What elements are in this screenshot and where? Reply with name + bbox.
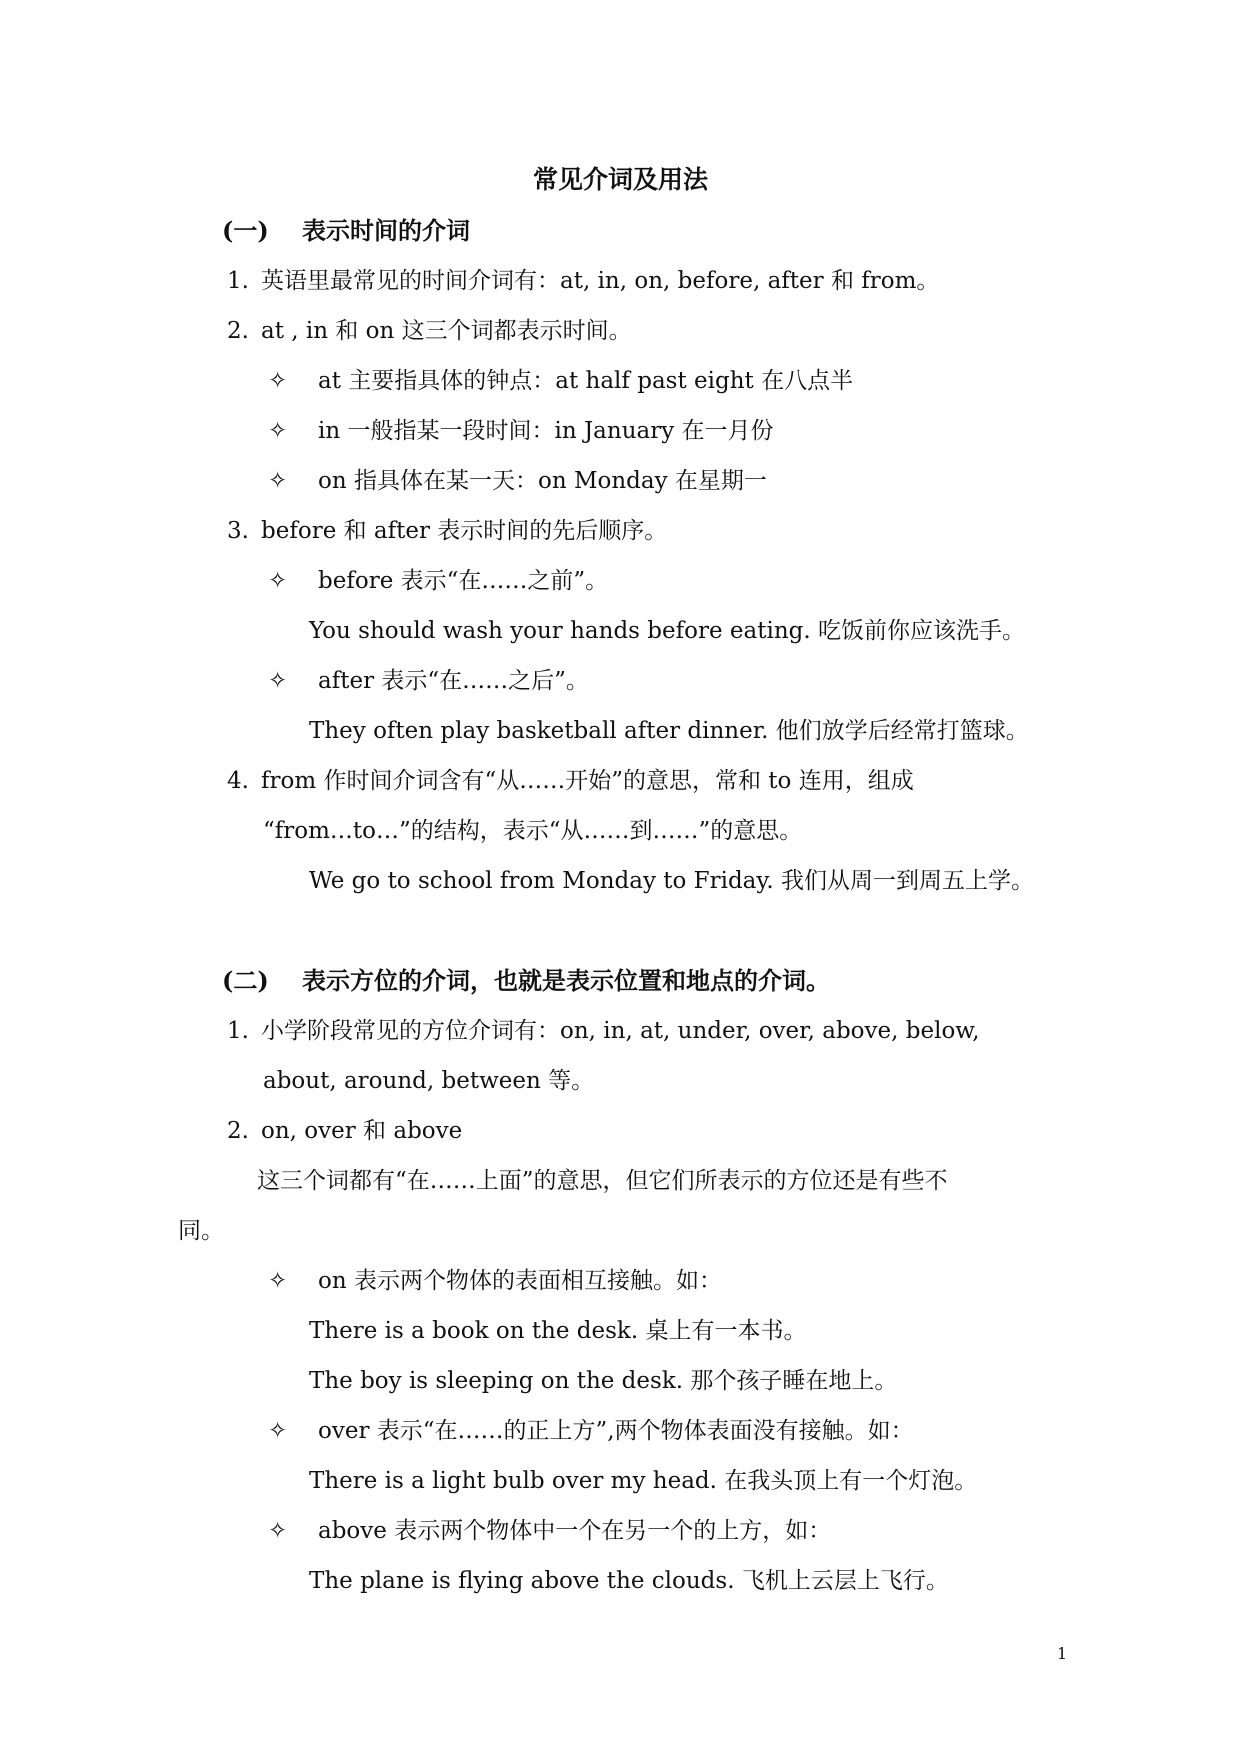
bullet-item [268, 365, 853, 397]
bullet-text: above 表示两个物体中一个在另一个的上方，如： [318, 1518, 832, 1544]
section-heading [222, 965, 830, 997]
bullet-item [268, 565, 608, 597]
paragraph: 这三个词都有“在……上面”的意思，但它们所表示的方位还是有些不 [257, 1168, 948, 1194]
item-text: from 作时间介词含有“从……开始”的意思，常和 to 连用，组成 [261, 768, 914, 794]
item-continuation: about, around, between 等。 [263, 1068, 595, 1094]
diamond-star-bullet-icon: ✧ [268, 1418, 288, 1444]
list-item [227, 765, 914, 797]
diamond-star-bullet-icon: ✧ [268, 1518, 288, 1544]
section-number: (二) [222, 966, 269, 995]
bullet-item [268, 1265, 722, 1297]
item-number: 1. [227, 268, 249, 294]
bullet-item [268, 415, 774, 447]
example-sentence: You should wash your hands before eating. 吃饭前你应该洗手。 [309, 618, 1025, 644]
item-text: before 和 after 表示时间的先后顺序。 [261, 518, 668, 544]
diamond-star-bullet-icon: ✧ [268, 1268, 288, 1294]
bullet-text: in 一般指某一段时间：in January 在一月份 [318, 418, 774, 444]
list-item [227, 265, 939, 297]
item-continuation: “from…to…”的结构，表示“从……到……”的意思。 [263, 818, 803, 844]
example-sentence: There is a light bulb over my head. 在我头顶上有一个灯泡。 [309, 1468, 978, 1494]
bullet-item [268, 465, 767, 497]
list-item [227, 1015, 980, 1047]
diamond-star-bullet-icon: ✧ [268, 418, 288, 444]
bullet-text: at 主要指具体的钟点：at half past eight 在八点半 [318, 368, 854, 394]
paragraph-continuation: 同。 [178, 1218, 224, 1244]
list-item [227, 315, 632, 347]
section-heading-text: 表示方位的介词，也就是表示位置和地点的介词。 [302, 966, 830, 995]
bullet-text: on 表示两个物体的表面相互接触。如： [318, 1268, 722, 1294]
example-sentence: The boy is sleeping on the desk. 那个孩子睡在地上。 [309, 1368, 898, 1394]
diamond-star-bullet-icon: ✧ [268, 668, 288, 694]
diamond-star-bullet-icon: ✧ [268, 568, 288, 594]
item-number: 2. [227, 318, 249, 344]
section-heading-text: 表示时间的介词 [302, 216, 470, 245]
diamond-star-bullet-icon: ✧ [268, 368, 288, 394]
bullet-item [268, 1415, 914, 1447]
item-text: 英语里最常见的时间介词有：at, in, on, before, after 和 from。 [261, 268, 940, 294]
bullet-item [268, 1515, 831, 1547]
bullet-text: over 表示“在……的正上方”,两个物体表面没有接触。如： [318, 1418, 914, 1444]
section-heading [222, 215, 470, 247]
item-number: 1. [227, 1018, 249, 1044]
item-text: at , in 和 on 这三个词都表示时间。 [261, 318, 632, 344]
bullet-item [268, 665, 589, 697]
example-sentence: The plane is flying above the clouds. 飞机上云层上飞行。 [309, 1568, 949, 1594]
list-item [227, 515, 667, 547]
item-number: 2. [227, 1118, 249, 1144]
example-sentence: We go to school from Monday to Friday. 我们从周一到周五上学。 [309, 868, 1034, 894]
section-number: (一) [222, 216, 269, 245]
page-title: 常见介词及用法 [532, 165, 708, 194]
page-number: 1 [1057, 1644, 1068, 1663]
bullet-text: after 表示“在……之后”。 [318, 668, 589, 694]
item-number: 3. [227, 518, 249, 544]
list-item [227, 1115, 462, 1147]
bullet-text: on 指具体在某一天：on Monday 在星期一 [318, 468, 767, 494]
example-sentence: They often play basketball after dinner. 他们放学后经常打篮球。 [309, 718, 1029, 744]
item-number: 4. [227, 768, 249, 794]
bullet-text: before 表示“在……之前”。 [318, 568, 609, 594]
diamond-star-bullet-icon: ✧ [268, 468, 288, 494]
item-text: on, over 和 above [261, 1118, 463, 1144]
example-sentence: There is a book on the desk. 桌上有一本书。 [309, 1318, 807, 1344]
item-text: 小学阶段常见的方位介词有：on, in, at, under, over, above, below, [261, 1018, 980, 1044]
